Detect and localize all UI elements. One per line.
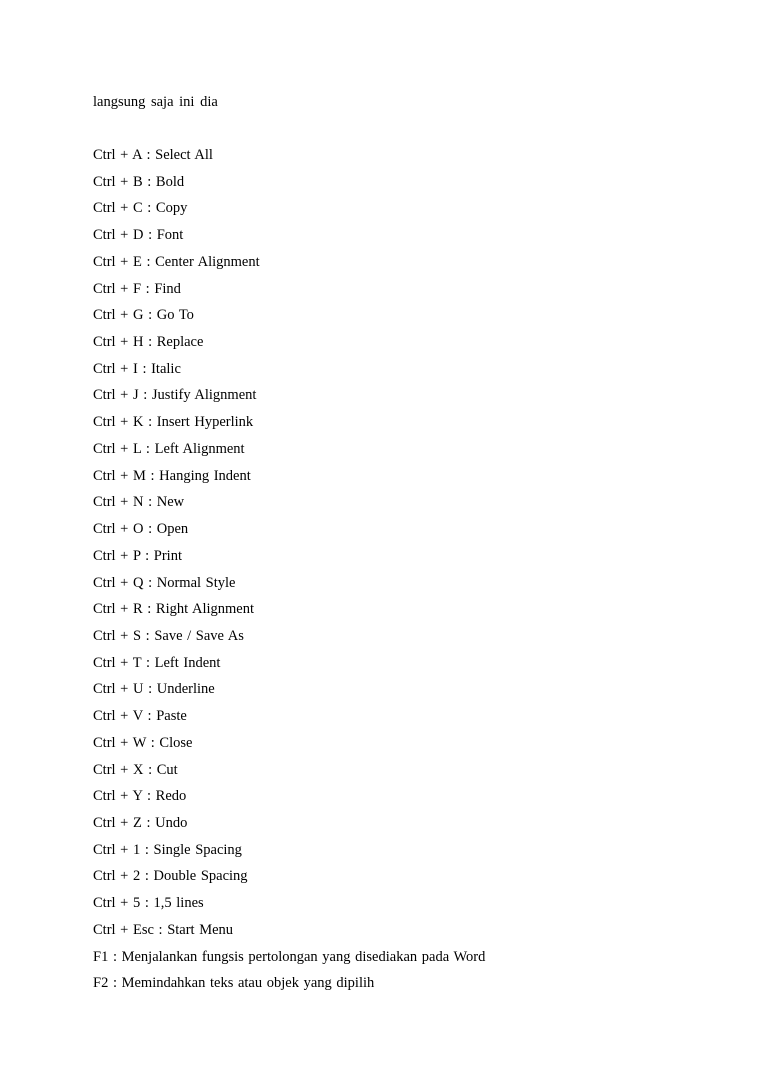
list-item: Ctrl + G : Go To: [93, 307, 194, 324]
list-item: Ctrl + B : Bold: [93, 173, 185, 190]
list-item: Ctrl + L : Left Alignment: [93, 440, 245, 457]
list-item: Ctrl + 2 : Double Spacing: [93, 868, 248, 885]
list-item: Ctrl + K : Insert Hyperlink: [93, 414, 254, 431]
list-item: F1 : Menjalankan fungsis pertolongan yang disediakan pada Word: [93, 948, 486, 965]
list-item: Ctrl + M : Hanging Indent: [93, 467, 251, 484]
list-item: F2 : Memindahkan teks atau objek yang dipilih: [93, 975, 375, 992]
list-item: Ctrl + P : Print: [93, 547, 182, 564]
list-item: Ctrl + 5 : 1,5 lines: [93, 895, 204, 912]
list-item: Ctrl + C : Copy: [93, 200, 188, 217]
list-item: Ctrl + H : Replace: [93, 334, 204, 351]
list-item: Ctrl + Z : Undo: [93, 814, 188, 831]
list-item: Ctrl + S : Save / Save As: [93, 627, 244, 644]
list-item: Ctrl + I : Italic: [93, 360, 181, 377]
list-item: Ctrl + D : Font: [93, 227, 184, 244]
list-item: Ctrl + Q : Normal Style: [93, 574, 236, 591]
shortcut-list: [93, 145, 485, 1000]
list-item: Ctrl + V : Paste: [93, 708, 187, 725]
list-item: Ctrl + F : Find: [93, 280, 181, 297]
list-item: Ctrl + W : Close: [93, 734, 193, 751]
intro-text: langsung saja ini dia: [93, 94, 218, 110]
list-item: Ctrl + Esc : Start Menu: [93, 921, 234, 938]
list-item: Ctrl + A : Select All: [93, 147, 213, 163]
list-item: Ctrl + Y : Redo: [93, 788, 187, 805]
list-item: Ctrl + R : Right Alignment: [93, 601, 255, 618]
list-item: Ctrl + T : Left Indent: [93, 654, 221, 671]
list-item: Ctrl + X : Cut: [93, 761, 178, 778]
list-item: Ctrl + O : Open: [93, 521, 189, 538]
list-item: Ctrl + 1 : Single Spacing: [93, 841, 242, 858]
list-item: Ctrl + E : Center Alignment: [93, 253, 260, 270]
list-item: Ctrl + U : Underline: [93, 681, 215, 698]
list-item: Ctrl + N : New: [93, 494, 185, 511]
list-item: Ctrl + J : Justify Alignment: [93, 387, 257, 404]
